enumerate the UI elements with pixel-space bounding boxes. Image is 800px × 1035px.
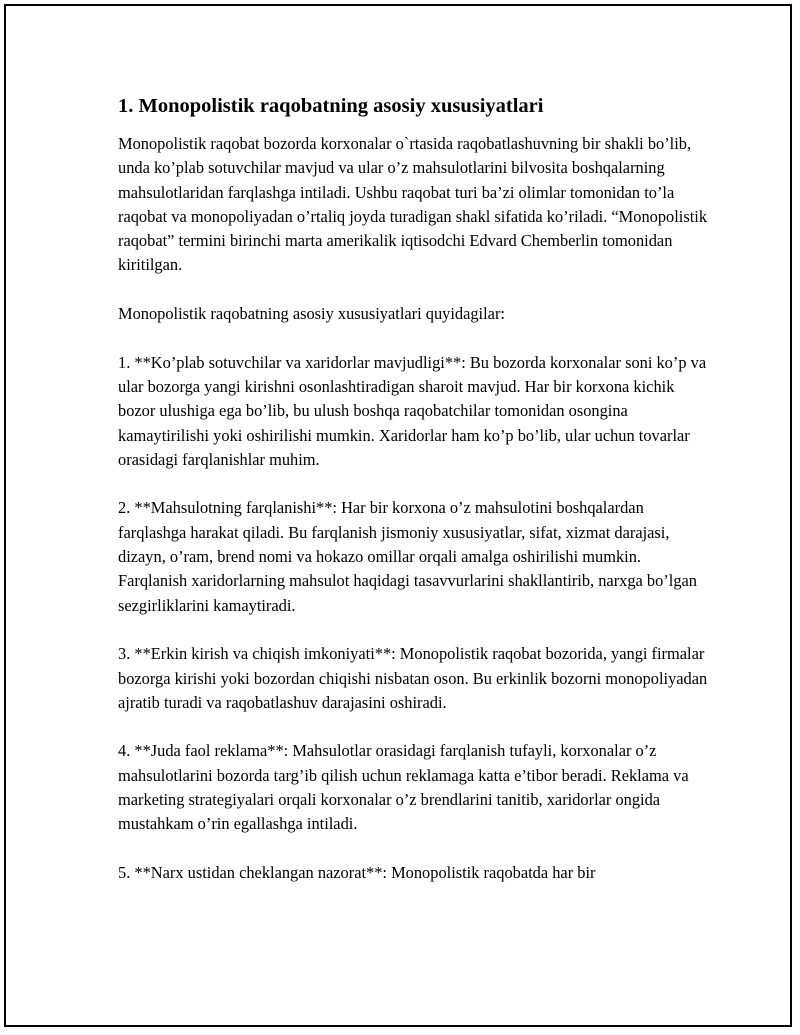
feature-2-paragraph: 2. **Mahsulotning farqlanishi**: Har bir korxona o’z mahsulotini boshqalardan farqlashga harakat qiladi. Bu farqlanish jismoniy xususiyatlar, sifat, xizmat darajasi, dizayn, o’ram, brend nomi va hokazo omillar orqali amalga oshirilishi mumkin. Farqlanish xaridorlarning mahsulot haqidagi tasavvurlarini shakllantirib, narxga bo’lgan sezgirliklarini kamaytiradi.: [118, 498, 697, 615]
document-title: 1. Monopolistik raqobatning asosiy xususiyatlari: [118, 95, 544, 117]
feature-5-paragraph: 5. **Narx ustidan cheklangan nazorat**: Monopolistik raqobatda har bir: [118, 862, 596, 882]
feature-4-paragraph: 4. **Juda faol reklama**: Mahsulotlar orasidagi farqlanish tufayli, korxonalar o’z mahsulotlarini bozorda targ’ib qilish uchun reklamaga katta e’tibor beradi. Reklama va marketing strategiyalari orqali korxonalar o’z brendlarini tanitib, xaridorlar ongida mustahkam o’rin egallashga intiladi.: [118, 741, 689, 834]
document-body: [118, 92, 708, 910]
feature-3-paragraph: 3. **Erkin kirish va chiqish imkoniyati**: Monopolistik raqobat bozorida, yangi firmalar bozorga kirishi yoki bozordan chiqishi nisbatan oson. Bu erkinlik bozorni monopoliyadan ajratib turadi va raqobatlashuv darajasini oshiradi.: [118, 644, 708, 712]
intro-paragraph: Monopolistik raqobat bozorda korxonalar o`rtasida raqobatlashuvning bir shakli bo’lib, unda ko’plab sotuvchilar mavjud va ular o’z mahsulotlarini bilvosita boshqalarning mahsulotlaridan farqlashga intiladi. Ushbu raqobat turi ba’zi olimlar tomonidan to’la raqobat va monopoliyadan o’rtaliq joyda turadigan shakl sifatida ko’riladi. “Monopolistik raqobat” termini birinchi marta amerikalik iqtisodchi Edvard Chemberlin tomonidan kiritilgan.: [118, 134, 708, 275]
features-intro-paragraph: Monopolistik raqobatning asosiy xususiyatlari quyidagilar:: [118, 304, 505, 324]
feature-1-paragraph: 1. **Ko’plab sotuvchilar va xaridorlar mavjudligi**: Bu bozorda korxonalar soni ko’p va ular bozorga yangi kirishni osonlashtiradigan sharoit mavjud. Har bir korxona kichik bozor ulushiga ega bo’lib, bu ulush boshqa raqobatchilar tomonidan osongina kamaytirilishi yoki oshirilishi mumkin. Xaridorlar ham ko’p bo’lib, ular uchun tovarlar orasidagi farqlanishlar muhim.: [118, 352, 707, 469]
